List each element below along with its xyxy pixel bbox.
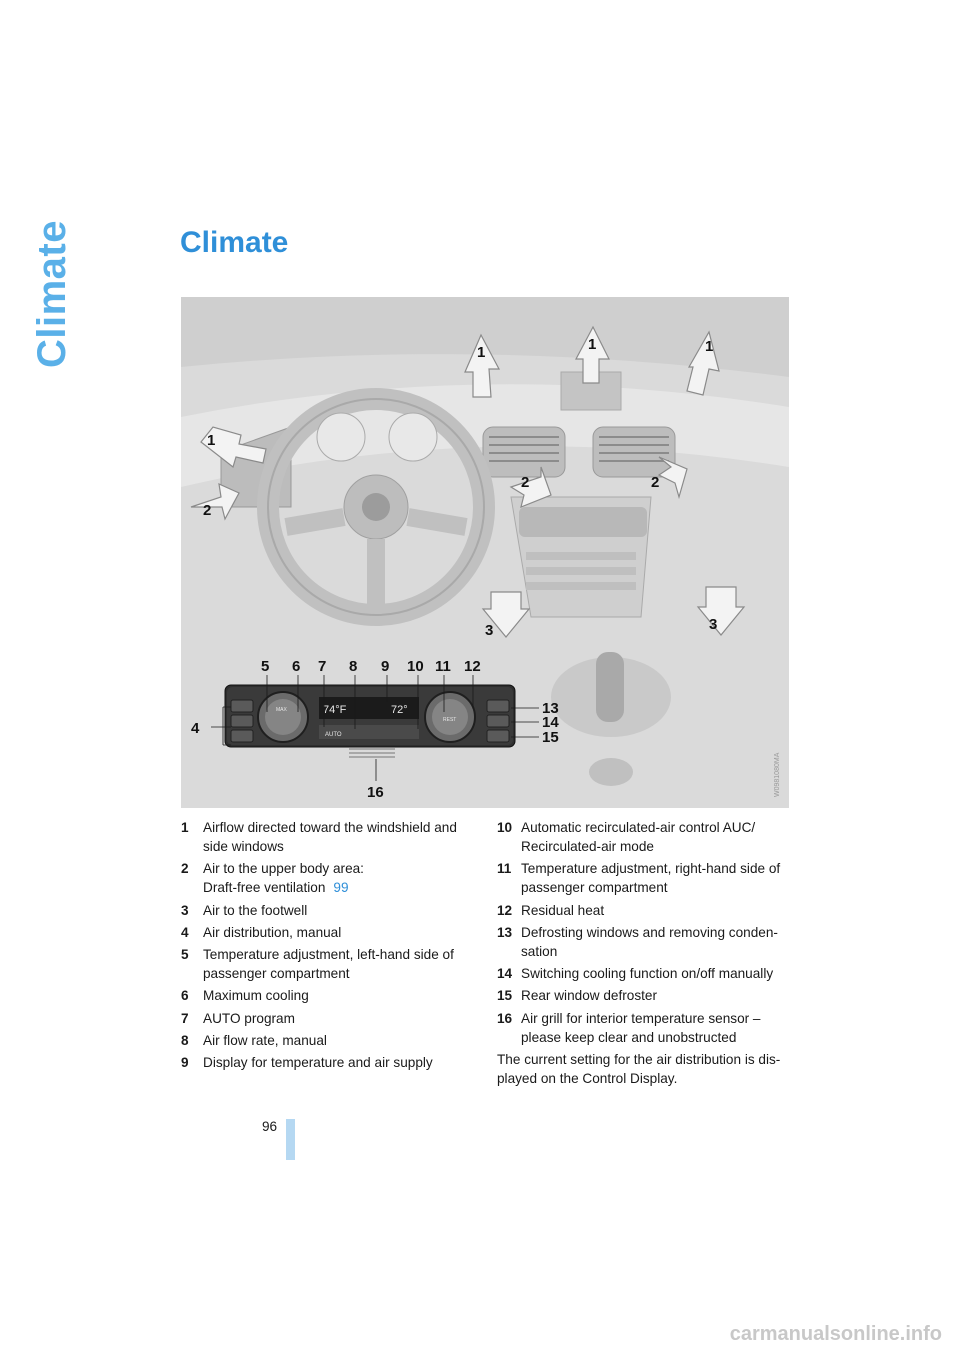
callout-8: 8 — [349, 658, 358, 675]
arrow-label-2b: 2 — [521, 474, 530, 491]
arrow-label-3b: 3 — [709, 616, 718, 633]
item-text: Airflow directed toward the windshield and side windows — [203, 820, 457, 854]
item-text: AUTO program — [203, 1010, 295, 1026]
list-item — [181, 1009, 473, 1028]
legend-right — [497, 818, 789, 1088]
item-text: Air grill for interior temperature sensor – please keep clear and unobstructed — [521, 1010, 761, 1045]
callout-11: 11 — [435, 658, 451, 675]
list-item — [497, 986, 789, 1005]
note-paragraph: The current setting for the air distribution is dis-played on the Control Display. — [497, 1052, 781, 1087]
watermark: carmanualsonline.info — [729, 1323, 942, 1345]
list-item — [181, 901, 473, 920]
page-number-bar — [286, 1119, 295, 1160]
item-number: 12 — [497, 902, 513, 918]
item-number: 2 — [181, 861, 189, 877]
list-item — [181, 818, 473, 856]
panel-auto-label: AUTO — [325, 732, 342, 738]
item-text: Maximum cooling — [203, 988, 309, 1004]
arrow-label-2c: 2 — [651, 474, 660, 491]
arrow-label-1a: 1 — [477, 344, 486, 361]
arrow-label-1d: 1 — [207, 432, 216, 449]
callout-5: 5 — [261, 658, 270, 675]
list-item — [497, 859, 789, 897]
item-number: 3 — [181, 902, 189, 918]
item-text: Automatic recirculated-air control AUC/ Recirculated-air mode — [521, 820, 756, 854]
arrow-label-1c: 1 — [705, 338, 714, 355]
item-text: Defrosting windows and removing conden-sation — [521, 924, 778, 959]
item-number: 16 — [497, 1010, 513, 1026]
page-reference-link[interactable]: 99 — [333, 880, 349, 896]
item-text: Temperature adjustment, left-hand side of passenger compartment — [203, 947, 454, 982]
list-item — [181, 945, 473, 983]
panel-temp-left: 74°F — [323, 704, 347, 716]
callout-10: 10 — [407, 658, 424, 675]
panel-rest-label: REST — [443, 717, 457, 723]
list-item — [181, 1031, 473, 1050]
item-text: Temperature adjustment, right-hand side of passenger compartment — [521, 861, 781, 896]
item-number: 13 — [497, 924, 513, 940]
item-number: 15 — [497, 988, 513, 1004]
item-text: Air distribution, manual — [203, 924, 342, 940]
item-number: 1 — [181, 820, 189, 835]
callout-4: 4 — [191, 720, 200, 737]
arrow-label-2a: 2 — [203, 502, 212, 519]
dashboard-illustration — [181, 297, 789, 808]
item-text: Air to the footwell — [203, 902, 308, 918]
item-number: 14 — [497, 966, 513, 982]
figure-code: W0981080MA — [774, 752, 781, 797]
arrow-label-1b: 1 — [588, 336, 597, 353]
item-text: Rear window defroster — [521, 988, 657, 1004]
panel-temp-right: 72° — [391, 704, 408, 716]
item-number: 8 — [181, 1033, 189, 1049]
list-item — [497, 901, 789, 920]
callout-14: 14 — [542, 714, 559, 731]
item-number: 7 — [181, 1010, 189, 1026]
item-number: 11 — [497, 861, 512, 877]
list-item — [497, 964, 789, 983]
list-item — [181, 986, 473, 1005]
callout-7: 7 — [318, 658, 327, 675]
climate-figure — [181, 297, 789, 808]
side-tab-label: Climate — [30, 220, 74, 368]
list-item — [497, 818, 789, 856]
item-text-line1: Air to the upper body area: — [203, 861, 364, 877]
item-number: 9 — [181, 1055, 189, 1071]
list-item — [181, 923, 473, 942]
callout-15: 15 — [542, 729, 559, 746]
callout-9: 9 — [381, 658, 390, 675]
callout-13: 13 — [542, 700, 559, 717]
callout-12: 12 — [464, 658, 481, 675]
page-number: 96 — [262, 1119, 278, 1134]
list-item — [181, 1053, 473, 1072]
item-number: 10 — [497, 820, 513, 835]
callout-6: 6 — [292, 658, 301, 675]
item-text: Residual heat — [521, 902, 605, 918]
item-number: 5 — [181, 947, 189, 963]
panel-max-label: MAX — [276, 707, 287, 713]
list-item — [181, 859, 473, 897]
side-tab — [30, 220, 150, 368]
list-item — [497, 923, 789, 961]
callout-16: 16 — [367, 784, 384, 801]
page-title: Climate — [180, 226, 289, 259]
arrow-label-3a: 3 — [485, 622, 494, 639]
item-number: 4 — [181, 924, 189, 940]
item-text-line2: Draft-free ventilation — [203, 880, 326, 896]
item-text — [203, 859, 473, 897]
item-text: Display for temperature and air supply — [203, 1055, 433, 1071]
legend-left — [181, 818, 473, 1076]
item-text: Switching cooling function on/off manually — [521, 966, 774, 982]
list-item — [497, 1009, 789, 1047]
item-text: Air flow rate, manual — [203, 1033, 327, 1049]
item-number: 6 — [181, 988, 189, 1004]
